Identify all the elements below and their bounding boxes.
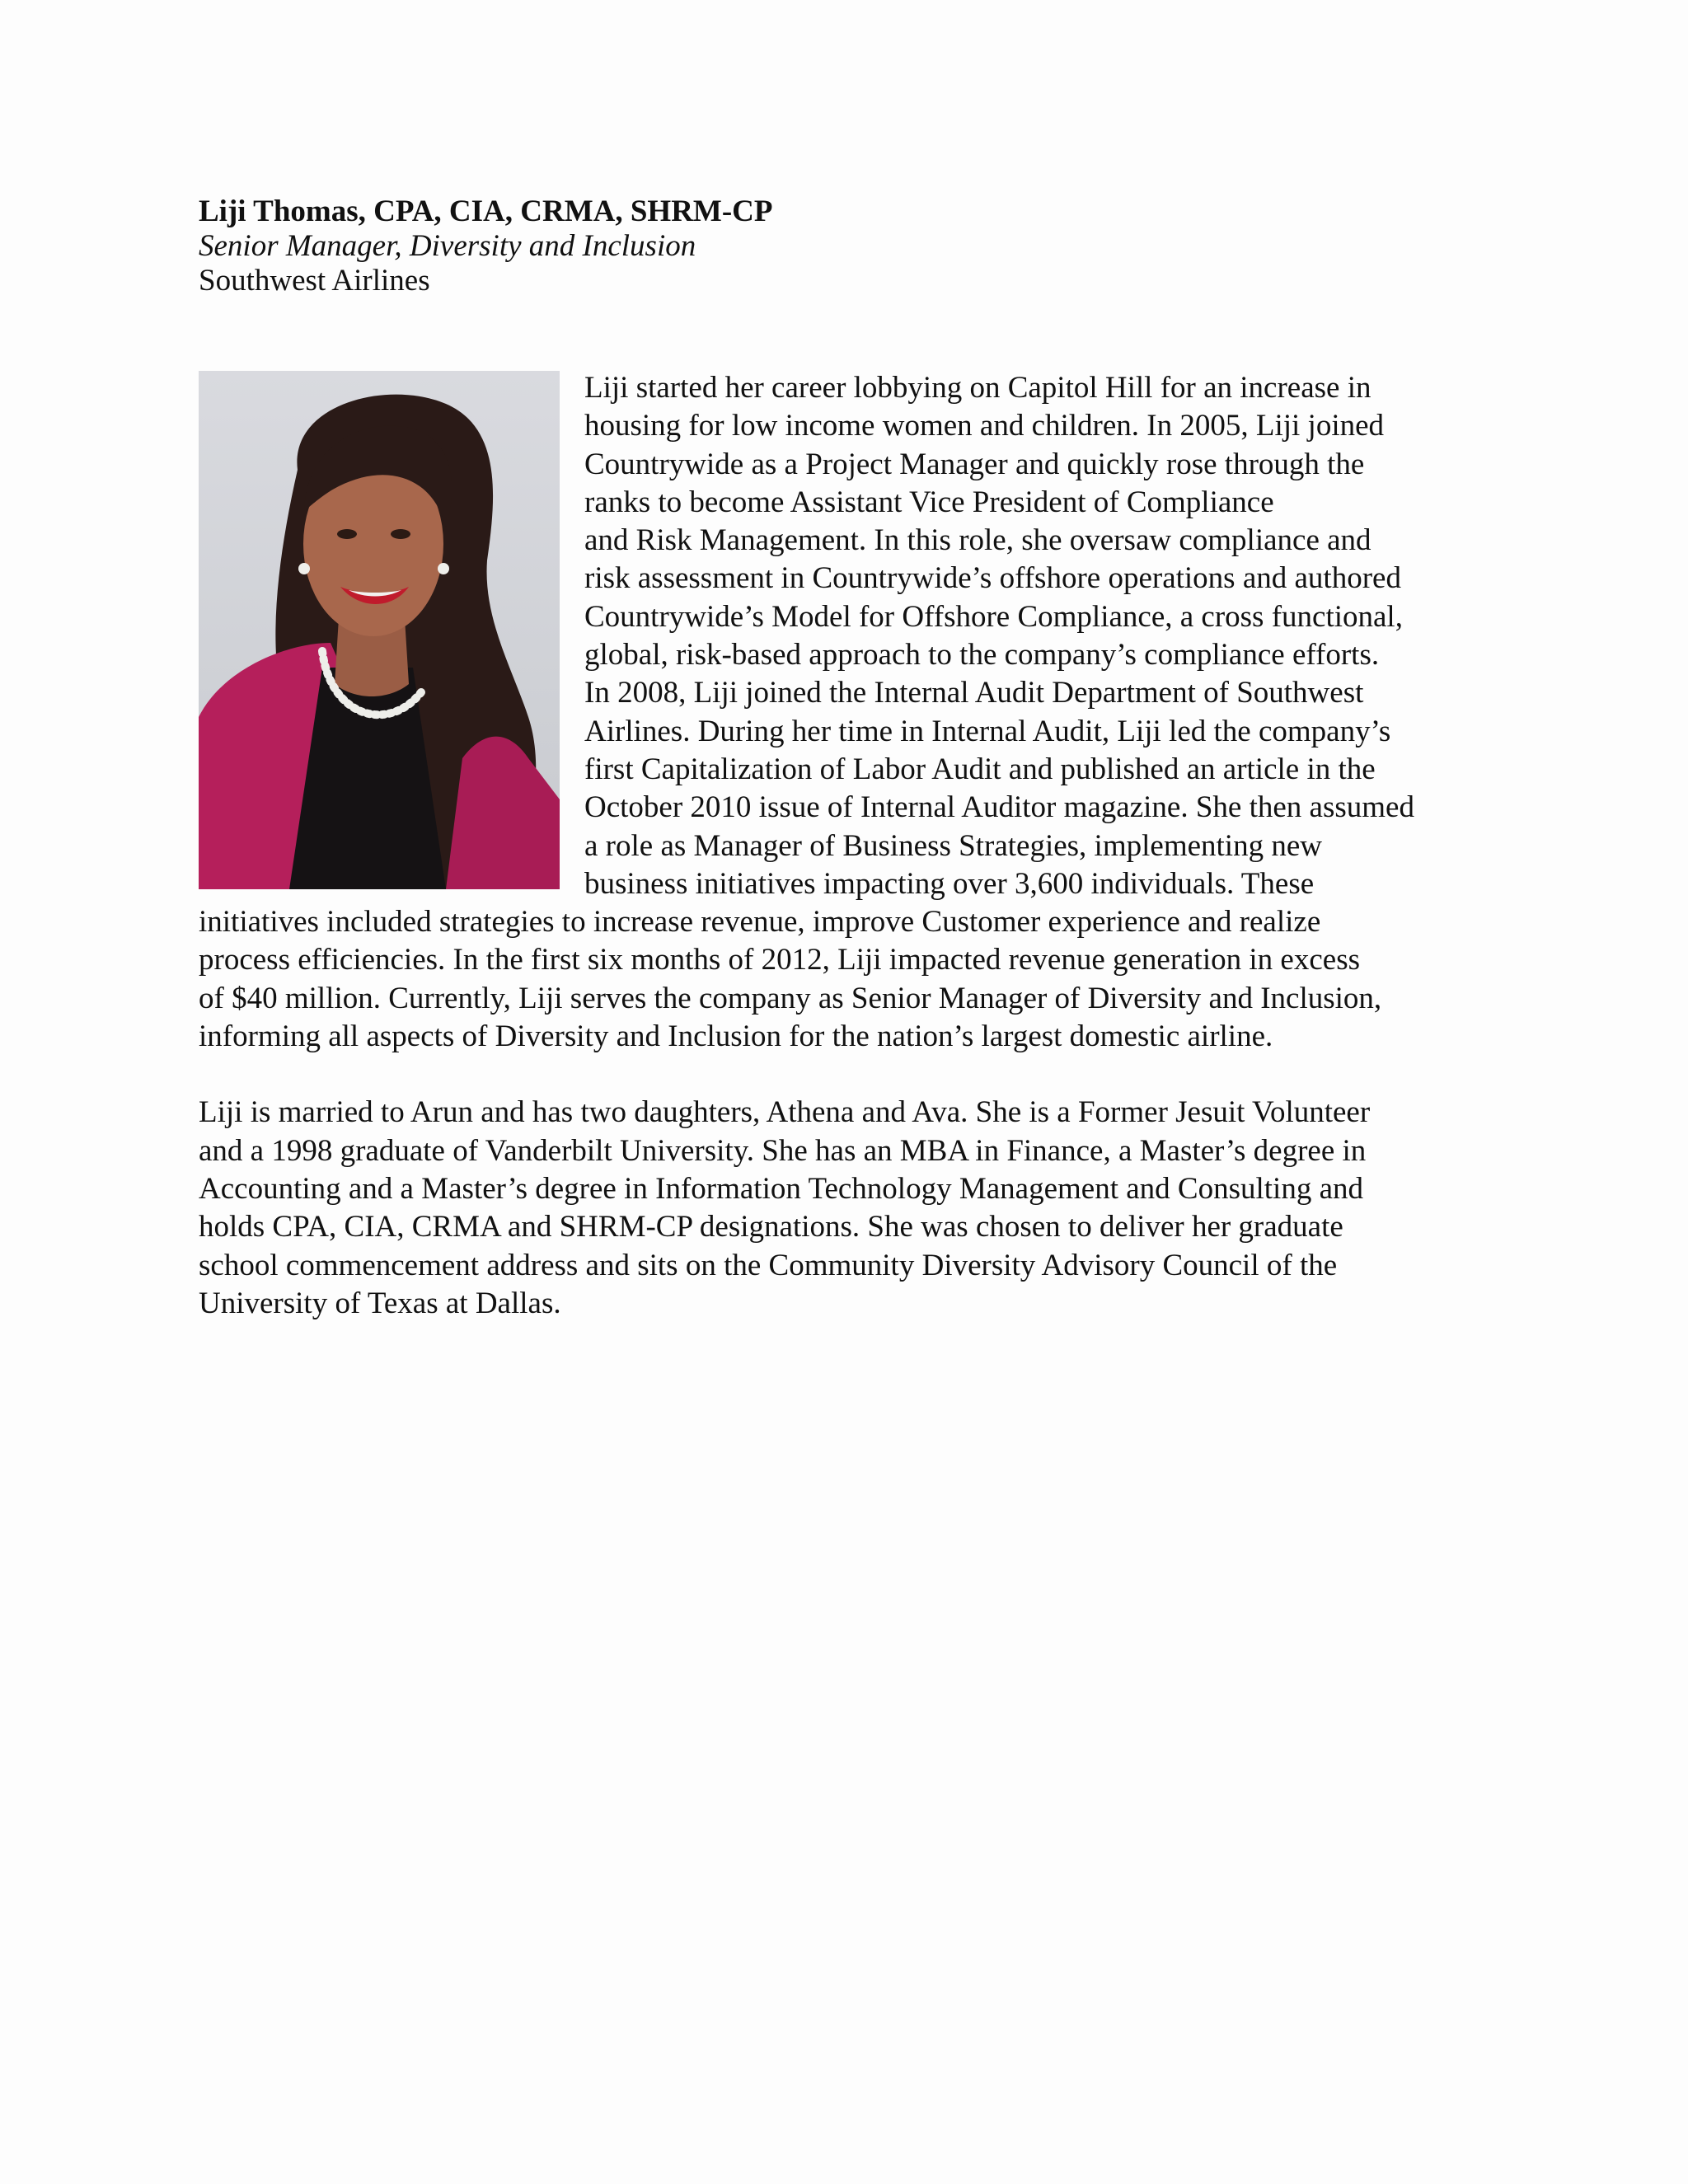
bio-line: In 2008, Liji joined the Internal Audit Department of Southwest — [584, 676, 1364, 710]
bio-paragraph-2 — [199, 1094, 1501, 1323]
job-title: Senior Manager, Diversity and Inclusion — [199, 229, 696, 263]
company-name: Southwest Airlines — [199, 264, 430, 298]
bio-body — [199, 369, 1501, 1323]
bio-line: first Capitalization of Labor Audit and published an article in the — [584, 752, 1376, 786]
bio-line: University of Texas at Dallas. — [199, 1286, 561, 1320]
bio-line: Countrywide as a Project Manager and quickly rose through the — [584, 447, 1365, 481]
bio-line: ranks to become Assistant Vice President of Compliance — [584, 485, 1274, 519]
portrait-photo — [199, 371, 560, 889]
bio-line: business initiatives impacting over 3,600 individuals. These — [584, 866, 1315, 901]
bio-line: and a 1998 graduate of Vanderbilt University. She has an MBA in Finance, a Master’s degree in — [199, 1133, 1367, 1168]
bio-line: process efficiencies. In the first six months of 2012, Liji impacted revenue generation in excess — [199, 943, 1360, 977]
bio-line: and Risk Management. In this role, she oversaw compliance and — [584, 523, 1372, 558]
bio-line: October 2010 issue of Internal Auditor magazine. She then assumed — [584, 790, 1414, 825]
bio-page — [199, 194, 1501, 1323]
bio-line: initiatives included strategies to increase revenue, improve Customer experience and realize — [199, 905, 1321, 940]
bio-line: global, risk-based approach to the company’s compliance efforts. — [584, 638, 1380, 673]
bio-line: informing all aspects of Diversity and Inclusion for the nation’s largest domestic airline. — [199, 1019, 1273, 1054]
person-name: Liji Thomas, CPA, CIA, CRMA, SHRM-CP — [199, 194, 773, 228]
bio-line: school commencement address and sits on the Community Diversity Advisory Council of the — [199, 1248, 1338, 1282]
bio-line: a role as Manager of Business Strategies, implementing new — [584, 828, 1322, 863]
bio-line: of $40 million. Currently, Liji serves the company as Senior Manager of Diversity and Inclusion, — [199, 981, 1382, 1015]
bio-line: Accounting and a Master’s degree in Information Technology Management and Consulting and — [199, 1171, 1363, 1206]
bio-line: housing for low income women and children. In 2005, Liji joined — [584, 409, 1385, 443]
bio-line: holds CPA, CIA, CRMA and SHRM-CP designations. She was chosen to deliver her graduate — [199, 1210, 1343, 1244]
bio-line: Airlines. During her time in Internal Audit, Liji led the company’s — [584, 714, 1391, 748]
bio-line: Countrywide’s Model for Offshore Compliance, a cross functional, — [584, 599, 1403, 634]
bio-line: Liji is married to Arun and has two daughters, Athena and Ava. She is a Former Jesuit Volunteer — [199, 1095, 1371, 1130]
bio-line: Liji started her career lobbying on Capitol Hill for an increase in — [584, 371, 1372, 405]
bio-line: risk assessment in Countrywide’s offshore operations and authored — [584, 561, 1401, 596]
